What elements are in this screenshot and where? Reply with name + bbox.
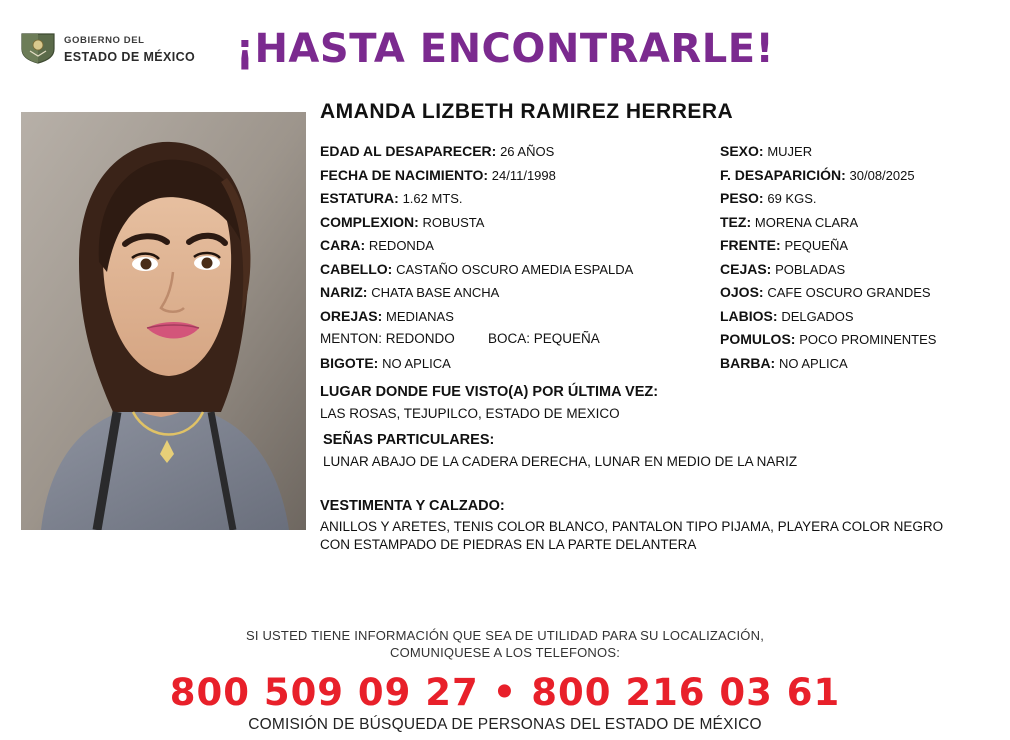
field-complexion [320, 211, 720, 235]
field-cabello-label: CABELLO: [320, 260, 393, 277]
field-boca-label: BOCA: [488, 331, 531, 346]
attributes-grid [320, 140, 992, 375]
field-orejas-value: MEDIANAS [386, 308, 454, 324]
marks-block [320, 431, 992, 471]
field-fecha-desaparicion [720, 164, 992, 188]
field-frente [720, 234, 992, 258]
field-ojos-value: CAFE OSCURO GRANDES [767, 285, 931, 300]
field-cara-label: CARA: [320, 237, 366, 253]
field-bigote-label: BIGOTE: [320, 354, 379, 371]
contact-phone-numbers[interactable]: 800 509 09 27 • 800 216 03 61 [169, 671, 841, 714]
field-estatura [320, 187, 720, 211]
field-labios [720, 305, 992, 329]
field-cara-value: REDONDA [368, 238, 434, 253]
field-labios-value: DELGADOS [781, 308, 854, 324]
field-frente-value: PEQUEÑA [784, 238, 849, 253]
last-seen-value: LAS ROSAS, TEJUPILCO, ESTADO DE MEXICO [320, 406, 620, 421]
poster-footer [0, 627, 1010, 734]
field-fecha-nacimiento-label: FECHA DE NACIMIENTO: [320, 166, 488, 183]
field-ojos [720, 281, 992, 305]
field-pomulos-value: POCO PROMINENTES [799, 332, 937, 347]
field-nariz-label: NARIZ: [320, 284, 368, 300]
field-nariz-value: CHATA BASE ANCHA [371, 285, 500, 300]
field-cejas-label: CEJAS: [720, 260, 772, 277]
person-name: AMANDA LIZBETH RAMIREZ HERRERA [320, 100, 734, 123]
field-estatura-label: ESTATURA: [320, 190, 399, 206]
footer-note-line-2: COMUNIQUESE A LOS TELEFONOS: [389, 645, 621, 660]
field-bigote [320, 352, 720, 376]
field-cabello-value: CASTAÑO OSCURO AMEDIA ESPALDA [396, 261, 634, 277]
field-cejas [720, 258, 992, 282]
clothing-line-1: ANILLOS Y ARETES, TENIS COLOR BLANCO, PANTALON TIPO PIJAMA, PLAYERA COLOR NEGRO [320, 519, 944, 534]
field-estatura-value: 1.62 MTS. [402, 191, 463, 206]
field-peso [720, 187, 992, 211]
field-complexion-label: COMPLEXION: [320, 213, 419, 230]
field-tez [720, 211, 992, 235]
field-edad-value: 26 AÑOS [500, 144, 555, 159]
field-sexo-value: MUJER [767, 144, 813, 159]
agency-name: COMISIÓN DE BÚSQUEDA DE PERSONAS DEL ESTADO DE MÉXICO [248, 716, 762, 733]
field-menton-boca [320, 328, 720, 352]
field-boca-value: PEQUEÑA [533, 331, 600, 346]
footer-note [0, 627, 1010, 661]
field-complexion-value: ROBUSTA [422, 214, 485, 230]
field-barba-label: BARBA: [720, 354, 776, 371]
last-seen-block [320, 383, 992, 423]
field-ojos-label: OJOS: [720, 284, 764, 300]
field-menton-value: REDONDO [385, 331, 455, 346]
field-nariz [320, 281, 720, 305]
field-peso-value: 69 KGS. [767, 191, 817, 206]
clothing-line-2: CON ESTAMPADO DE PIEDRAS EN LA PARTE DELANTERA [320, 537, 697, 552]
field-pomulos-label: POMULOS: [720, 331, 796, 347]
clothing-block [320, 497, 992, 554]
marks-label: SEÑAS PARTICULARES: [323, 432, 495, 448]
field-fecha-desaparicion-label: F. DESAPARICIÓN: [720, 166, 846, 183]
field-edad [320, 140, 720, 164]
field-barba-value: NO APLICA [778, 355, 848, 371]
marks-value: LUNAR ABAJO DE LA CADERA DERECHA, LUNAR EN MEDIO DE LA NARIZ [323, 454, 798, 469]
poster-header [0, 0, 1010, 88]
field-pomulos [720, 328, 992, 352]
field-orejas-label: OREJAS: [320, 307, 383, 324]
page-title: ¡HASTA ENCONTRARLE! [235, 26, 775, 72]
field-frente-label: FRENTE: [720, 237, 781, 253]
logo-line-2: ESTADO DE MÉXICO [64, 50, 196, 65]
field-peso-label: PESO: [720, 190, 764, 206]
field-barba [720, 352, 992, 376]
field-labios-label: LABIOS: [720, 307, 778, 324]
field-orejas [320, 305, 720, 329]
field-sexo-label: SEXO: [720, 143, 764, 159]
field-tez-value: MORENA CLARA [754, 214, 859, 230]
field-edad-label: EDAD AL DESAPARECER: [320, 143, 497, 159]
last-seen-label: LUGAR DONDE FUE VISTO(A) POR ÚLTIMA VEZ: [320, 384, 659, 400]
person-photo [21, 112, 306, 530]
field-sexo [720, 140, 992, 164]
logo-line-1: GOBIERNO DEL [64, 35, 145, 46]
field-fecha-nacimiento-value: 24/11/1998 [491, 167, 556, 183]
field-cabello [320, 258, 720, 282]
field-cara [320, 234, 720, 258]
field-menton-label: MENTON: [320, 331, 383, 346]
field-cejas-value: POBLADAS [775, 261, 846, 277]
clothing-label: VESTIMENTA Y CALZADO: [320, 498, 505, 514]
footer-note-line-1: SI USTED TIENE INFORMACIÓN QUE SEA DE UTILIDAD PARA SU LOCALIZACIÓN, [245, 628, 765, 643]
field-tez-label: TEZ: [720, 213, 752, 230]
person-details [320, 100, 992, 554]
field-fecha-desaparicion-value: 30/08/2025 [849, 167, 915, 183]
field-fecha-nacimiento [320, 164, 720, 188]
field-bigote-value: NO APLICA [382, 355, 451, 371]
